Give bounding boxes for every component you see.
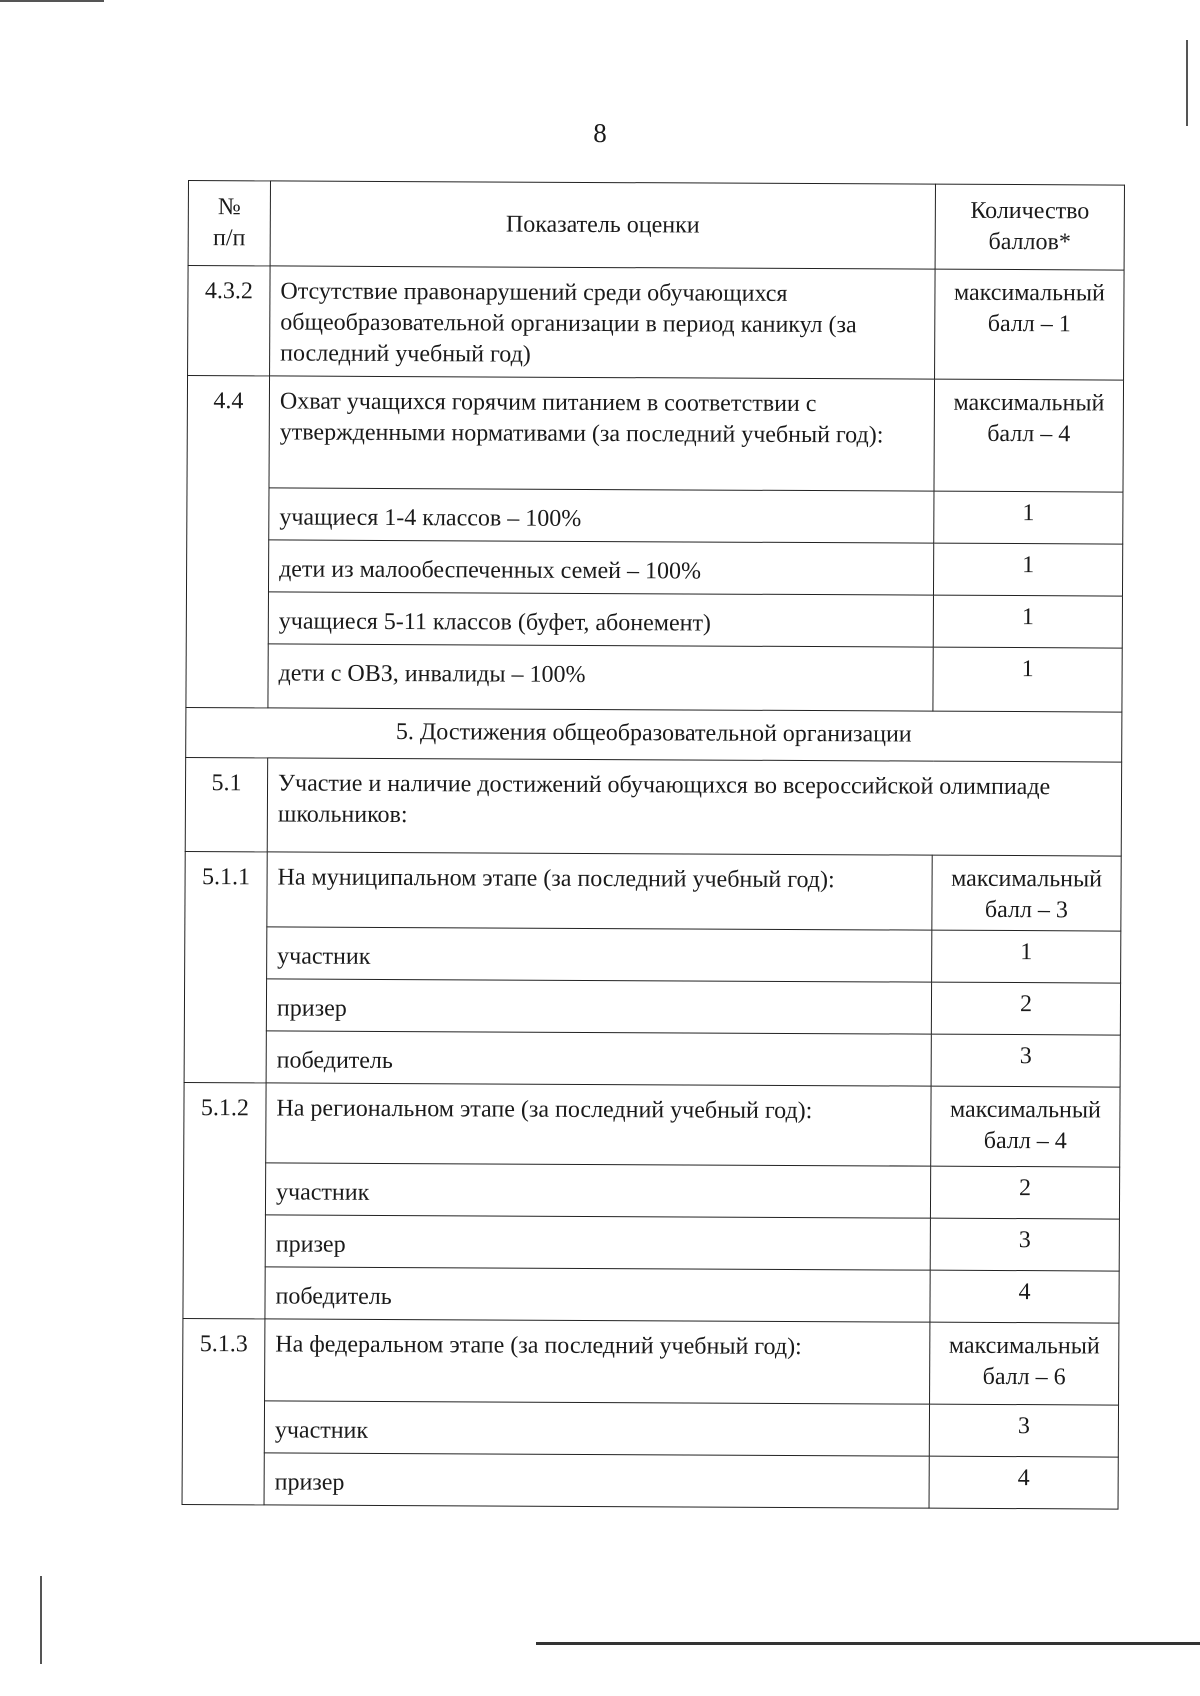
table-row <box>183 1318 1119 1405</box>
subrow-indicator: дети из малообеспеченных семей – 100% <box>268 540 933 595</box>
row-number: 4.3.2 <box>188 266 271 376</box>
table-subrow <box>187 487 1123 544</box>
table-row <box>184 1082 1120 1167</box>
subrow-points: 1 <box>933 543 1122 596</box>
row-number: 5.1.2 <box>183 1082 266 1318</box>
points-label: максимальный <box>953 389 1105 417</box>
header-indicator: Показатель оценки <box>270 181 935 269</box>
table-subrow <box>185 926 1121 983</box>
header-points: Количество баллов* <box>935 184 1124 270</box>
subrow-indicator: победитель <box>266 1031 931 1086</box>
points-value: балл – 4 <box>983 1127 1067 1155</box>
table-subrow <box>186 591 1122 648</box>
row-indicator: Участие и наличие достижений обучающихся во всероссийской олимпиаде школьников: <box>267 758 1121 856</box>
row-indicator: Отсутствие правонарушений среди обучающихся общеобразовательной организации в период каникул (за последний учебный год) <box>270 266 936 379</box>
table-row <box>187 376 1124 493</box>
table-subrow <box>184 1030 1120 1087</box>
scan-edge-line-right <box>1186 40 1188 126</box>
subrow-points: 3 <box>930 1218 1119 1271</box>
table-subrow <box>182 1400 1118 1457</box>
scan-edge-line-bottom <box>536 1642 1200 1645</box>
subrow-indicator: участник <box>267 927 932 982</box>
section-title: 5. Достижения общеобразовательной организации <box>186 707 1122 762</box>
table-row <box>185 851 1121 931</box>
row-points <box>931 1086 1120 1167</box>
row-indicator: На региональном этапе (за последний учебный год): <box>266 1083 931 1166</box>
table-subrow <box>186 539 1122 596</box>
row-indicator: На федеральном этапе (за последний учебный год): <box>265 1319 930 1404</box>
points-value: балл – 3 <box>984 896 1069 924</box>
subrow-points: 4 <box>929 1456 1118 1509</box>
row-number: 4.4 <box>186 376 270 708</box>
table-row <box>188 266 1125 381</box>
table-subrow <box>186 643 1122 712</box>
points-label: максимальный <box>951 865 1103 893</box>
table-header-row <box>188 181 1124 271</box>
row-number: 5.1 <box>185 757 267 851</box>
subrow-points: 1 <box>932 930 1121 983</box>
table-subrow <box>183 1214 1119 1271</box>
points-value: балл – 6 <box>982 1363 1066 1391</box>
points-value: балл – 1 <box>987 310 1071 338</box>
subrow-points: 4 <box>930 1270 1119 1323</box>
table-subrow <box>184 978 1120 1035</box>
row-number: 5.1.1 <box>184 851 267 1082</box>
subrow-indicator: учащиеся 1-4 классов – 100% <box>269 488 934 543</box>
points-label: максимальный <box>953 279 1105 307</box>
row-points <box>934 379 1124 492</box>
row-indicator: На муниципальном этапе (за последний учебный год): <box>267 852 932 930</box>
subrow-points: 3 <box>929 1404 1118 1457</box>
subrow-points: 1 <box>933 595 1122 648</box>
points-label: максимальный <box>948 1332 1100 1360</box>
subrow-points: 3 <box>931 1034 1120 1087</box>
section-title-row <box>186 707 1122 762</box>
subrow-indicator: учащиеся 5-11 классов (буфет, абонемент) <box>268 592 933 647</box>
row-indicator: Охват учащихся горячим питанием в соответствии с утвержденными нормативами (за последний учебный год): <box>269 376 935 491</box>
subrow-points: 2 <box>931 982 1120 1035</box>
row-points <box>932 855 1121 931</box>
scan-edge-line-top <box>0 0 104 2</box>
header-num: № п/п <box>188 181 270 266</box>
assessment-table <box>182 180 1125 1510</box>
table-subrow <box>183 1162 1119 1219</box>
scan-edge-line-left <box>40 1576 42 1664</box>
page-number: 8 <box>593 118 607 148</box>
table-subrow <box>182 1452 1118 1509</box>
subrow-indicator: дети с ОВЗ, инвалиды – 100% <box>268 644 933 711</box>
table-row <box>185 757 1121 856</box>
subrow-points: 1 <box>933 647 1122 712</box>
subrow-points: 1 <box>934 491 1123 544</box>
subrow-indicator: участник <box>265 1163 930 1218</box>
subrow-indicator: призер <box>265 1215 930 1270</box>
subrow-indicator: победитель <box>265 1267 930 1322</box>
row-points <box>935 269 1125 380</box>
subrow-indicator: призер <box>266 979 931 1034</box>
subrow-points: 2 <box>930 1166 1119 1219</box>
table-subrow <box>183 1266 1119 1323</box>
points-label: максимальный <box>949 1096 1101 1124</box>
subrow-indicator: участник <box>264 1401 929 1456</box>
points-value: балл – 4 <box>987 420 1071 448</box>
row-points <box>930 1322 1119 1405</box>
subrow-indicator: призер <box>264 1453 929 1508</box>
row-number: 5.1.3 <box>182 1318 265 1504</box>
